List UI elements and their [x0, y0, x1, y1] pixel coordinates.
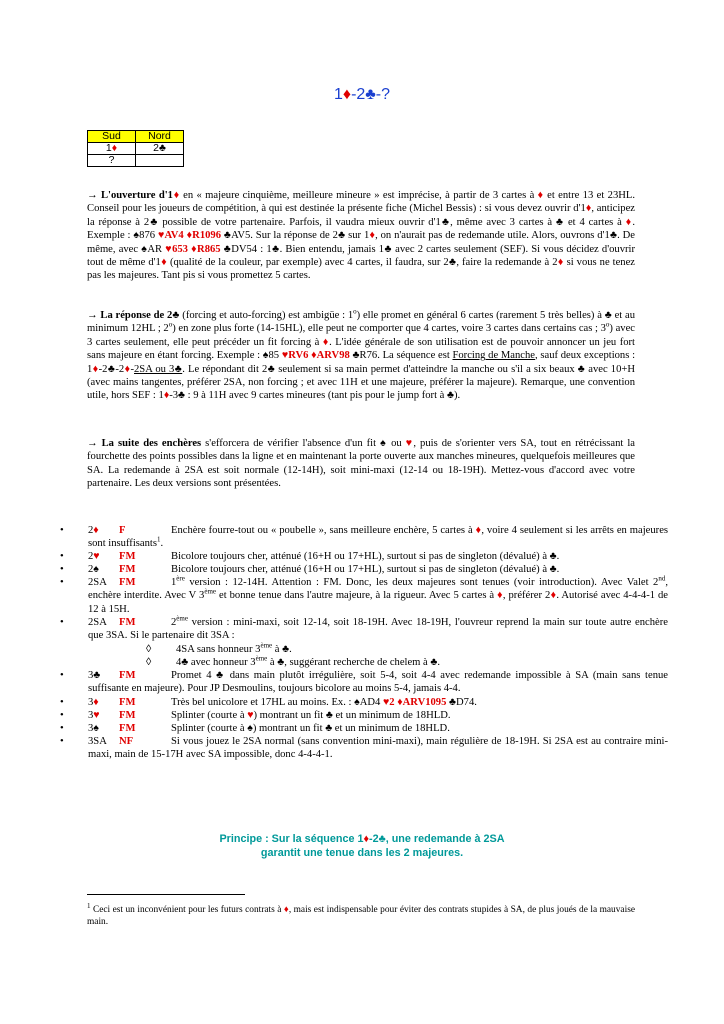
bullet: • [60, 710, 64, 721]
cell-nord-2 [136, 155, 184, 167]
rebid-text: Bicolore toujours cher, atténué (16+H ou 17+HL), surtout si pas de singleton (dévalué) à ♣. [171, 551, 560, 562]
paragraph-response [87, 309, 635, 403]
bullet: • [60, 577, 64, 588]
rebid-text: Splinter (courte à ♥) montrant un fit ♣ et un minimum de 18HLD. [171, 710, 451, 721]
rebid-text: Promet 4 ♣ dans main plutôt irrégulière, soit 5-4, soit 4-4 avec redemande impossible à SA (main sans tenue suffisante en majeure). Pour JP Desmoulins, toujours bicolore au moins 5-4, jamais 4-4. [88, 670, 668, 695]
principe-box [0, 832, 724, 860]
bullet: • [60, 723, 64, 734]
rebid-row [60, 550, 668, 563]
rebid-row [60, 563, 668, 576]
rebid-bid: 2SA [88, 577, 107, 588]
rebid-row [60, 696, 668, 709]
header-sud: Sud [88, 131, 136, 143]
footnote-text: Ceci est un inconvénient pour les futurs contrats à ♦, mais est indispensable pour éviter des contrats stupides à SA, de plus joués de la mauvaise main. [87, 905, 636, 927]
rebid-text: Enchère fourre-tout ou « poubelle », sans meilleure enchère, 5 cartes à ♦, voire 4 seulement si les arrêts en majeures sont insuffisants [88, 525, 669, 550]
rebid-row [60, 576, 668, 616]
paragraph-opening-lead: → L'ouverture d'1♦ [87, 190, 180, 201]
rebid-bid: 3♦ [88, 697, 99, 708]
rebid-bid: 2♥ [88, 551, 100, 562]
rebid-row [60, 722, 668, 735]
bullet: • [60, 697, 64, 708]
page-title: 1♦-2♣-? [333, 86, 391, 103]
footnote-ref: 1 [156, 535, 161, 544]
rebid-text: Si vous jouez le 2SA normal (sans convention mini-maxi), main régulière de 18-19H. Si 2SA est au contraire mini-maxi, main de 15-17H avec SA impossible, donc 4-4-4-1. [88, 736, 668, 761]
bullet: • [60, 617, 64, 628]
rebid-subitem: ◊ 4♣ avec honneur 3ème à ♣, suggérant recherche de chelem à ♣. [146, 654, 441, 669]
bullet: • [60, 564, 64, 575]
rebid-force: NF [119, 736, 134, 747]
paragraph-opening-text: en « majeure cinquième, meilleure mineure » est imprécise, à partir de 3 cartes à ♦ et entre 13 et 23HL. Conseil pour les joueurs de compétition, à qui est destinée la présente fiche (Michel Bessis) : si vous devez ouvrir d'1♦, anticipez la réponse à 2♣ possible de votre partenaire. Parfois, il vaudra mieux ouvrir d'1♣, même avec 3 cartes à ♣ et 4 cartes à ♦. Exemple : ♠876 ♥AV4 ♦R1096 ♣AV5. Sur la réponse de 2♣ sur 1♦, on n'aurait pas de redemande utile. Alors, ouvrons d'1♣. De même, avec ♠AR ♥653 ♦R865 ♣DV54 : 1♣. Bien entendu, jamais 1♣ avec 2 cartes seulement (SEF). Si vous décidez d'ouvrir tout de même d'1♦ (qualité de la couleur, par exemple) avec 4 cartes, il faudra, sur 2♣, faire la redemande à 2♦ si vous ne tenez pas les majeures. Tant pis si vous promettez 5 cartes. [87, 190, 636, 282]
rebid-text: 2ème version : mini-maxi, soit 12-14, soit 18-19H. Avec 18-19H, l'ouvreur reprend la main sur toute autre enchère que 3SA. Si le partenaire dit 3SA : [88, 614, 668, 642]
paragraph-continuation [87, 437, 635, 491]
paragraph-continuation-lead: → La suite des enchères [87, 438, 202, 449]
rebid-bid: 3♣ [88, 670, 101, 681]
rebid-force: FM [119, 697, 136, 708]
rebid-row [60, 735, 668, 762]
footnote-mark: 1 [87, 901, 91, 910]
bullet: • [60, 670, 64, 681]
bullet: • [60, 551, 64, 562]
bullet: • [60, 525, 64, 536]
cell-nord-1: 2♣ [136, 143, 184, 155]
footnote-separator [87, 894, 245, 895]
rebid-bid: 2♦ [88, 525, 99, 536]
paragraph-response-text: (forcing et auto-forcing) est ambigüe : 1$^o$) elle promet en général 6 cartes (rarement 5 très belles) à ♣ et au minimum 12HL ; 2$^o$) en zone plus forte (14-15HL), elle peut ne comporter que 4 cartes, voire 3 cartes dans certains cas ; 3$^o$) avec 3 cartes seulement, elle peut précéder un fit forcing à ♦. L'idée générale de son utilisation est de pouvoir annoncer un jeu fort sans majeure en étant forcing. Exemple : ♠85 ♥RV6 ♦ARV98 ♣R76. La séquence est Forcing de Manche, sauf deux exceptions : 1♦-2♣-2♦-2SA ou 3♣. Le répondant dit 2♣ seulement si sa main permet d'atteindre la manche ou s'il a six beaux ♣ avec 10+H (avec mains tangentes, préférer 2SA, non forcing ; et avec 11H et une majeure, préférer la majeure). Remarque, une convention utile, hors SEF : 1♦-3♣ : 9 à 11H avec 9 cartes mineures (tant pis pour le jump fort à ♣). [87, 307, 636, 402]
rebid-bid: 2SA [88, 617, 107, 628]
rebid-force: F [119, 525, 126, 536]
cell-sud-2: ? [88, 155, 136, 167]
rebid-force: FM [119, 617, 136, 628]
rebid-force: FM [119, 710, 136, 721]
paragraph-continuation-text: s'efforcera de vérifier l'absence d'un fit ♠ ou ♥, puis de s'orienter vers SA, tout en rétrécissant la fourchette des points possibles dans la ligne et en maintenant la porte ouverte aux manches mineures, quelquefois meilleures que SA. La redemande à 2SA est soit normale (12-14H), soit mini-maxi (12-14 ou 18-19H). Mettez-vous d'accord avec votre partenaire. Les deux versions sont présentées. [87, 438, 635, 490]
header-nord: Nord [136, 131, 184, 143]
rebid-force: FM [119, 577, 136, 588]
rebid-row [60, 616, 668, 670]
rebid-bid: 2♠ [88, 564, 99, 575]
rebid-subitem: ◊ 4SA sans honneur 3ème à ♣. [146, 641, 292, 655]
rebid-text: Splinter (courte à ♠) montrant un fit ♣ et un minimum de 18HLD. [171, 723, 450, 734]
rebid-force: FM [119, 551, 136, 562]
rebid-row [60, 669, 668, 696]
cell-sud-1: 1♦ [88, 143, 136, 155]
rebid-bid: 3SA [88, 736, 107, 747]
paragraph-opening [87, 189, 635, 283]
rebid-text: Très bel unicolore et 17HL au moins. Ex. : ♠AD4 ♥2 ♦ARV1095 ♣D74. [171, 697, 477, 708]
principe-line-1: Principe : Sur la séquence 1♦-2♣, une redemande à 2SA [219, 833, 505, 845]
rebid-text: 1ère version : 12-14H. Attention : FM. Donc, les deux majeures sont tenues (voir introduction). Avec Valet 2nd, enchère interdite. Avec V 3ème et bonne tenue dans l'autre majeure, à la rigueur. Avec 5 cartes à ♦, préférer 2♦. Autorisé avec 4-4-4-1 de 12 à 15H. [88, 574, 668, 615]
bidding-table [87, 130, 184, 167]
rebid-force: FM [119, 723, 136, 734]
paragraph-response-lead: → La réponse de 2♣ [87, 310, 180, 321]
rebid-row: • 2♦ F Enchère fourre-tout ou « poubelle », sans meilleure enchère, 5 cartes à ♦, voire 4 seulement si les arrêts en majeures sont insuffisants$^1$. [60, 525, 669, 550]
rebid-force: FM [119, 670, 136, 681]
rebid-bid: 3♥ [88, 710, 100, 721]
rebid-row [60, 709, 668, 722]
rebid-text: Bicolore toujours cher, atténué (16+H ou 17+HL), surtout si pas de singleton (dévalué) à ♣. [171, 564, 560, 575]
rebid-bid: 3♠ [88, 723, 99, 734]
rebid-force: FM [119, 564, 136, 575]
principe-line-2: garantit une tenue dans les 2 majeures. [260, 847, 464, 859]
footnote [87, 901, 636, 928]
bullet: • [60, 736, 64, 747]
